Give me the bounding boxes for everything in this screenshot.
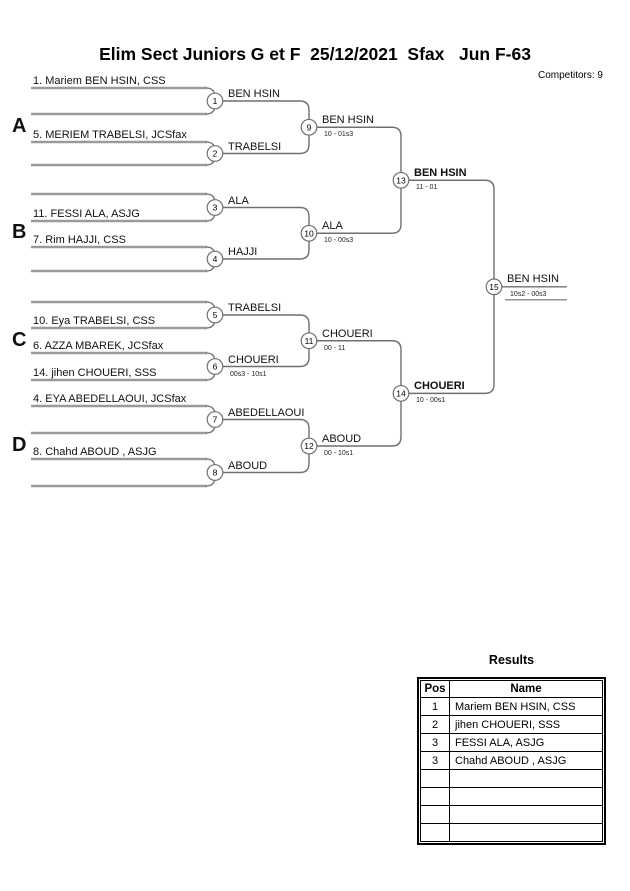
competitors-count: Competitors: 9: [537, 70, 603, 81]
winner-name: CHOUERI: [228, 353, 279, 366]
group-label-a: A: [12, 115, 27, 138]
winner-name: HAJJI: [228, 246, 258, 258]
winner-name: TRABELSI: [228, 302, 282, 314]
winner-name: ALA: [322, 220, 343, 233]
match-score: 00s3 - 10s1: [230, 370, 267, 378]
result-pos: [421, 770, 450, 788]
match-number: 13: [396, 175, 406, 186]
match-score: 00 - 11: [324, 344, 346, 352]
col-header-pos: Pos: [421, 681, 450, 698]
winner-line: [409, 180, 494, 287]
winner-name: ABOUD: [228, 459, 268, 472]
result-row: [421, 806, 603, 824]
result-name: [450, 770, 603, 788]
match-number: 4: [212, 254, 218, 264]
winner-name: ALA: [228, 194, 249, 207]
seed-name: 10. Eya TRABELSI, CSS: [33, 315, 156, 327]
winner-line: [409, 287, 494, 394]
group-label-c: C: [12, 328, 27, 351]
seed-name: 5. MERIEM TRABELSI, JCSfax: [33, 129, 187, 141]
match-number: 10: [304, 228, 314, 239]
result-name: Chahd ABOUD , ASJG: [450, 752, 603, 770]
result-name: [450, 824, 603, 842]
result-pos: 3: [421, 734, 450, 752]
result-name: [450, 806, 603, 824]
match-score: 10 - 00s3: [324, 237, 354, 245]
result-pos: 3: [421, 752, 450, 770]
match-number: 1: [212, 96, 218, 106]
result-row: [421, 824, 603, 842]
winner-name: BEN HSIN: [228, 88, 280, 100]
match-score: 00 - 10s1: [324, 450, 354, 457]
result-pos: [421, 806, 450, 824]
results-title: Results: [488, 653, 535, 667]
match-number: 3: [212, 202, 218, 213]
seed-name: 14. jihen CHOUERI, SSS: [33, 367, 157, 379]
winner-name: CHOUERI: [322, 327, 373, 340]
result-name: FESSI ALA, ASJG: [450, 734, 603, 752]
winner-name: ABOUD: [322, 433, 362, 445]
winner-line: [223, 208, 309, 234]
result-row: [421, 752, 603, 770]
winner-line: [223, 315, 309, 341]
seed-name: 11. FESSI ALA, ASJG: [33, 208, 140, 220]
winner-name: TRABELSI: [228, 140, 282, 153]
match-number: 11: [304, 335, 314, 346]
winner-name: BEN HSIN: [507, 272, 559, 285]
match-score: 10 - 01s3: [324, 131, 354, 139]
seed-name: 7. Rim HAJJI, CSS: [33, 234, 126, 246]
winner-name: BEN HSIN: [322, 114, 374, 127]
winner-line: [223, 420, 309, 447]
match-number: 6: [212, 361, 218, 372]
page-title: Elim Sect Juniors G et F 25/12/2021 Sfax Jun F-63: [99, 44, 531, 64]
group-label-b: B: [12, 221, 27, 244]
match-number: 2: [212, 148, 218, 159]
winner-name: BEN HSIN: [414, 167, 467, 180]
result-row: [421, 788, 603, 806]
seed-name: 8. Chahd ABOUD , ASJG: [33, 446, 157, 458]
results-header-row: [421, 681, 603, 698]
result-pos: [421, 788, 450, 806]
result-name: Mariem BEN HSIN, CSS: [450, 698, 603, 716]
col-header-name: Name: [450, 681, 603, 698]
match-number: 14: [396, 388, 406, 399]
winner-line: [223, 101, 309, 127]
match-number: 12: [304, 441, 314, 451]
match-number: 7: [212, 414, 218, 425]
match-score: 11 - 01: [416, 184, 438, 192]
match-score: 10 - 00s1: [416, 397, 446, 405]
seed-name: 1. Mariem BEN HSIN, CSS: [33, 75, 166, 87]
result-row: [421, 770, 603, 788]
winner-name: CHOUERI: [414, 380, 465, 393]
result-row: [421, 716, 603, 734]
result-row: [421, 698, 603, 716]
match-number: 9: [306, 122, 312, 133]
result-name: jihen CHOUERI, SSS: [450, 716, 603, 734]
match-score: 10s2 - 00s3: [510, 290, 547, 298]
seed-name: 6. AZZA MBAREK, JCSfax: [33, 340, 164, 352]
seed-name: 4. EYA ABEDELLAOUI, JCSfax: [33, 393, 187, 405]
winner-name: ABEDELLAOUI: [228, 406, 305, 419]
results-grid: [420, 680, 603, 842]
result-name: [450, 788, 603, 806]
result-row: [421, 734, 603, 752]
match-number: 15: [489, 281, 499, 292]
result-pos: 1: [421, 698, 450, 716]
results-table: [417, 677, 606, 845]
match-number: 8: [212, 467, 218, 478]
match-number: 5: [212, 310, 218, 320]
result-pos: [421, 824, 450, 842]
group-label-d: D: [12, 434, 27, 456]
result-pos: 2: [421, 716, 450, 734]
